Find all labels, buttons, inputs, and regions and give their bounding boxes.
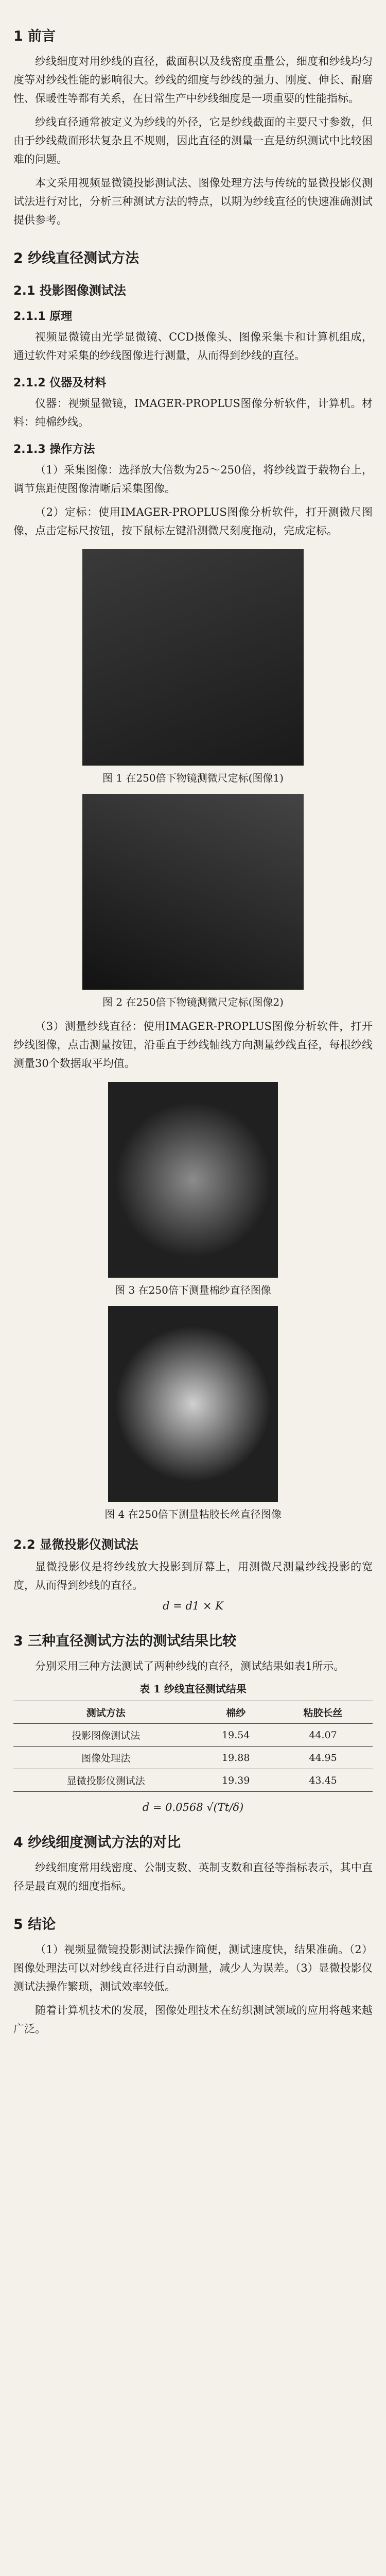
subsubsection-heading: 2.1.2 仪器及材料 [13,377,107,389]
table-cell: 显微投影仪测试法 [13,1769,199,1792]
table-cell: 44.07 [273,1724,373,1747]
paragraph: 本文采用视频显微镜投影测试法、图像处理方法与传统的显微投影仪测试法进行对比，分析三种测试方法的特点，以期为纱线直径的快速准确测试提供参考。 [13,177,373,226]
table-cell: 44.95 [273,1747,373,1769]
paragraph: 纱线细度常用线密度、公制支数、英制支数和直径等指标表示，其中直径是最直观的细度指标。 [13,1861,373,1892]
figure [13,549,373,785]
paragraph: 显微投影仪是将纱线放大投影到屏幕上，用测微尺测量纱线投影的宽度，从而得到纱线的直径。 [13,1561,373,1591]
subsection-heading: 2.2 显微投影仪测试法 [13,1537,138,1552]
section-heading-comparison: 3 三种直径测试方法的测试结果比较 [13,1633,237,1649]
paragraph: （2）定标：使用IMAGER-PROPLUS图像分析软件，打开测微尺图像，点击定标尺按钮，按下鼠标左键沿测微尺刻度拖动，完成定标。 [13,506,373,537]
paragraph: （3）测量纱线直径：使用IMAGER-PROPLUS图像分析软件，打开纱线图像，点击测量按钮，沿垂直于纱线轴线方向测量纱线直径，每根纱线测量30个数据取平均值。 [13,1020,373,1070]
table-row [13,1724,373,1747]
paragraph: 视频显微镜由光学显微镜、CCD摄像头、图像采集卡和计算机组成，通过软件对采集的纱线图像进行测量，从而得到纱线的直径。 [13,331,373,362]
formula: d = d1 × K [163,1600,223,1612]
table-cell: 19.88 [199,1747,274,1769]
paragraph: 纱线细度对用纱线的直径，截面积以及线密度重量公，细度和纱线均匀度等对纱线性能的影响很大。纱线的细度与纱线的强力、刚度、伸长、耐磨性、保暖性等都有关系，在日常生产中纱线细度是一项重要的性能指标。 [13,55,373,105]
micrometer-image [82,794,304,990]
results-table [13,1701,373,1792]
section-heading-intro: 1 前言 [13,28,56,44]
micrometer-image [82,549,304,766]
table-header: 粘胶长丝 [273,1701,373,1724]
table-cell: 图像处理法 [13,1747,199,1769]
section-heading-fineness: 4 纱线细度测试方法的对比 [13,1835,181,1851]
table-header: 棉纱 [199,1701,274,1724]
section-heading-conclusion: 5 结论 [13,1917,56,1933]
figure-caption: 图 2 在250倍下物镜测微尺定标(图像2) [102,996,284,1008]
section-heading-methods: 2 纱线直径测试方法 [13,250,139,266]
subsubsection-heading: 2.1.1 原理 [13,310,73,323]
subsection-heading: 2.1 投影图像测试法 [13,283,126,298]
figure-caption: 图 4 在250倍下测量粘胶长丝直径图像 [104,1508,282,1520]
figure-caption: 图 1 在250倍下物镜测微尺定标(图像1) [102,772,284,784]
figure [13,794,373,1009]
paragraph: （1）视频显微镜投影测试法操作简便，测试速度快，结果准确。（2）图像处理法可以对纱线直径进行自动测量，减少人为误差。（3）显微投影仪测试法操作繁琐，测试效率较低。 [13,1943,373,1993]
paragraph: （1）采集图像：选择放大倍数为25～250倍，将纱线置于载物台上，调节焦距使图像清晰后采集图像。 [13,464,373,495]
table-cell: 19.39 [199,1769,274,1792]
paragraph: 分别采用三种方法测试了两种纱线的直径，测试结果如表1所示。 [35,1660,345,1672]
formula: d = 0.0568 √(Tt/δ) [142,1801,244,1814]
table-cell: 43.45 [273,1769,373,1792]
table-header: 测试方法 [13,1701,199,1724]
cotton-yarn-image [108,1082,278,1278]
table-title: 表 1 纱线直径测试结果 [139,1683,247,1695]
paragraph: 仪器：视频显微镜，IMAGER-PROPLUS图像分析软件，计算机。材料：纯棉纱线。 [13,397,373,428]
table-cell: 19.54 [199,1724,274,1747]
viscose-yarn-image [108,1306,278,1502]
figure-caption: 图 3 在250倍下测量棉纱直径图像 [115,1284,271,1296]
table-cell: 投影图像测试法 [13,1724,199,1747]
table-row [13,1747,373,1769]
paragraph: 纱线直径通常被定义为纱线的外径，它是纱线截面的主要尺寸参数，但由于纱线截面形状复杂且不规则，因此直径的测量一直是纺织测试中比较困难的问题。 [13,116,373,165]
table-row [13,1769,373,1792]
paragraph: 随着计算机技术的发展，图像处理技术在纺织测试领域的应用将越来越广泛。 [13,2004,373,2035]
table-header-row [13,1701,373,1724]
figure [13,1306,373,1521]
figure [13,1082,373,1297]
subsubsection-heading: 2.1.3 操作方法 [13,443,95,456]
